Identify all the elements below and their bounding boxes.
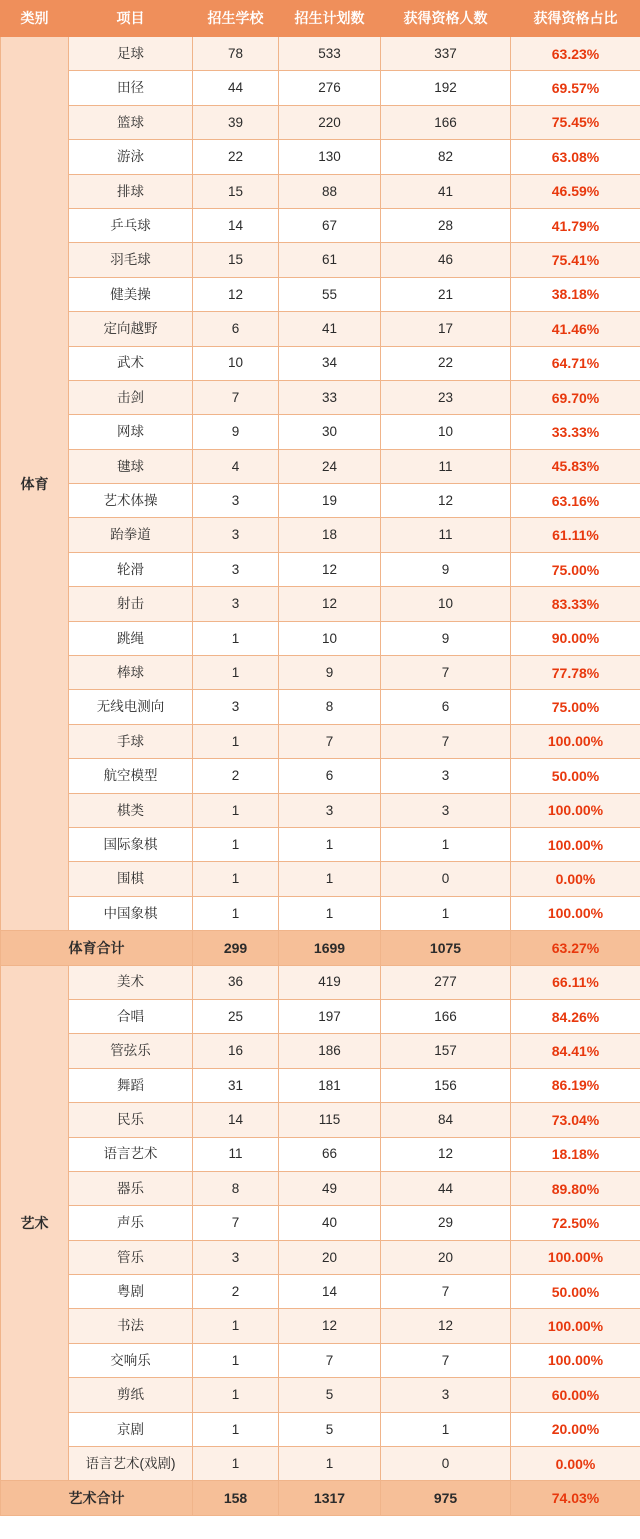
- qualified-cell: 11: [381, 518, 511, 552]
- schools-cell: 1: [193, 1447, 279, 1481]
- item-cell: 语言艺术(戏剧): [69, 1447, 193, 1481]
- item-cell: 跳绳: [69, 621, 193, 655]
- qualified-cell: 166: [381, 999, 511, 1033]
- item-cell: 交响乐: [69, 1343, 193, 1377]
- table-row: [1, 1206, 640, 1240]
- percentage-cell: 100.00%: [511, 1309, 640, 1343]
- item-cell: 民乐: [69, 1103, 193, 1137]
- plan-cell: 7: [279, 724, 381, 758]
- table-row: [1, 656, 640, 690]
- schools-cell: 1: [193, 1412, 279, 1446]
- schools-cell: 22: [193, 140, 279, 174]
- percentage-cell: 86.19%: [511, 1068, 640, 1102]
- item-cell: 排球: [69, 174, 193, 208]
- table-row: [1, 1240, 640, 1274]
- qualified-cell: 3: [381, 793, 511, 827]
- table-row: [1, 1412, 640, 1446]
- item-cell: 田径: [69, 71, 193, 105]
- plan-cell: 1: [279, 862, 381, 896]
- plan-cell: 197: [279, 999, 381, 1033]
- plan-cell: 40: [279, 1206, 381, 1240]
- plan-cell: 12: [279, 587, 381, 621]
- plan-cell: 186: [279, 1034, 381, 1068]
- table-row: [1, 1068, 640, 1102]
- qualified-cell: 12: [381, 1137, 511, 1171]
- category-cell: 体育: [1, 37, 69, 931]
- qualified-cell: 17: [381, 312, 511, 346]
- plan-cell: 3: [279, 793, 381, 827]
- table-row: [1, 312, 640, 346]
- plan-cell: 61: [279, 243, 381, 277]
- percentage-cell: 60.00%: [511, 1378, 640, 1412]
- item-cell: 合唱: [69, 999, 193, 1033]
- plan-cell: 115: [279, 1103, 381, 1137]
- category-cell: 艺术: [1, 965, 69, 1481]
- item-cell: 声乐: [69, 1206, 193, 1240]
- plan-cell: 6: [279, 759, 381, 793]
- qualified-cell: 82: [381, 140, 511, 174]
- table-row: [1, 518, 640, 552]
- plan-cell: 10: [279, 621, 381, 655]
- qualified-cell: 1: [381, 827, 511, 861]
- plan-cell: 12: [279, 1309, 381, 1343]
- table-row: [1, 449, 640, 483]
- total-plan-cell: 1699: [279, 931, 381, 965]
- plan-cell: 41: [279, 312, 381, 346]
- qualified-cell: 44: [381, 1171, 511, 1205]
- qualified-cell: 3: [381, 1378, 511, 1412]
- percentage-cell: 61.11%: [511, 518, 640, 552]
- item-cell: 棋类: [69, 793, 193, 827]
- percentage-cell: 75.00%: [511, 690, 640, 724]
- schools-cell: 1: [193, 656, 279, 690]
- item-cell: 美术: [69, 965, 193, 999]
- plan-cell: 1: [279, 827, 381, 861]
- schools-cell: 7: [193, 380, 279, 414]
- qualified-cell: 1: [381, 1412, 511, 1446]
- schools-cell: 1: [193, 621, 279, 655]
- plan-cell: 1: [279, 1447, 381, 1481]
- table-row: [1, 1378, 640, 1412]
- table-row: [1, 587, 640, 621]
- schools-cell: 12: [193, 277, 279, 311]
- percentage-cell: 90.00%: [511, 621, 640, 655]
- item-cell: 书法: [69, 1309, 193, 1343]
- schools-cell: 3: [193, 552, 279, 586]
- percentage-cell: 83.33%: [511, 587, 640, 621]
- schools-cell: 6: [193, 312, 279, 346]
- table-row: [1, 793, 640, 827]
- percentage-cell: 63.08%: [511, 140, 640, 174]
- item-cell: 围棋: [69, 862, 193, 896]
- percentage-cell: 100.00%: [511, 827, 640, 861]
- table-row: [1, 1034, 640, 1068]
- table-row: [1, 1309, 640, 1343]
- table-body: [1, 37, 640, 1516]
- plan-cell: 24: [279, 449, 381, 483]
- qualified-cell: 3: [381, 759, 511, 793]
- table-row: [1, 346, 640, 380]
- plan-cell: 9: [279, 656, 381, 690]
- table-row: [1, 965, 640, 999]
- item-cell: 棒球: [69, 656, 193, 690]
- table-header: [1, 1, 640, 37]
- qualified-cell: 11: [381, 449, 511, 483]
- percentage-cell: 63.23%: [511, 37, 640, 71]
- qualified-cell: 41: [381, 174, 511, 208]
- percentage-cell: 84.41%: [511, 1034, 640, 1068]
- plan-cell: 20: [279, 1240, 381, 1274]
- total-qualified-cell: 1075: [381, 931, 511, 965]
- table-row: [1, 896, 640, 930]
- table-row: [1, 759, 640, 793]
- percentage-cell: 100.00%: [511, 724, 640, 758]
- schools-cell: 78: [193, 37, 279, 71]
- qualified-cell: 84: [381, 1103, 511, 1137]
- schools-cell: 14: [193, 208, 279, 242]
- item-cell: 游泳: [69, 140, 193, 174]
- schools-cell: 1: [193, 1309, 279, 1343]
- column-header-schools: 招生学校: [193, 1, 279, 37]
- plan-cell: 5: [279, 1378, 381, 1412]
- qualified-cell: 1: [381, 896, 511, 930]
- table-row: [1, 1171, 640, 1205]
- column-header-plan: 招生计划数: [279, 1, 381, 37]
- qualified-cell: 0: [381, 862, 511, 896]
- table-row: [1, 208, 640, 242]
- item-cell: 健美操: [69, 277, 193, 311]
- table-row: [1, 380, 640, 414]
- plan-cell: 55: [279, 277, 381, 311]
- table-row: [1, 140, 640, 174]
- qualified-cell: 22: [381, 346, 511, 380]
- percentage-cell: 63.16%: [511, 484, 640, 518]
- qualified-cell: 6: [381, 690, 511, 724]
- plan-cell: 276: [279, 71, 381, 105]
- percentage-cell: 50.00%: [511, 759, 640, 793]
- percentage-cell: 46.59%: [511, 174, 640, 208]
- table-row: [1, 827, 640, 861]
- schools-cell: 15: [193, 243, 279, 277]
- percentage-cell: 72.50%: [511, 1206, 640, 1240]
- table-row: [1, 174, 640, 208]
- qualified-cell: 12: [381, 484, 511, 518]
- item-cell: 羽毛球: [69, 243, 193, 277]
- percentage-cell: 64.71%: [511, 346, 640, 380]
- column-header-percentage: 获得资格占比: [511, 1, 640, 37]
- percentage-cell: 69.70%: [511, 380, 640, 414]
- item-cell: 艺术体操: [69, 484, 193, 518]
- percentage-cell: 100.00%: [511, 896, 640, 930]
- item-cell: 航空模型: [69, 759, 193, 793]
- qualified-cell: 10: [381, 415, 511, 449]
- qualified-cell: 7: [381, 1343, 511, 1377]
- schools-cell: 4: [193, 449, 279, 483]
- percentage-cell: 41.79%: [511, 208, 640, 242]
- percentage-cell: 77.78%: [511, 656, 640, 690]
- plan-cell: 19: [279, 484, 381, 518]
- item-cell: 舞蹈: [69, 1068, 193, 1102]
- qualified-cell: 12: [381, 1309, 511, 1343]
- plan-cell: 14: [279, 1275, 381, 1309]
- plan-cell: 18: [279, 518, 381, 552]
- schools-cell: 39: [193, 105, 279, 139]
- plan-cell: 67: [279, 208, 381, 242]
- percentage-cell: 66.11%: [511, 965, 640, 999]
- schools-cell: 25: [193, 999, 279, 1033]
- plan-cell: 66: [279, 1137, 381, 1171]
- plan-cell: 34: [279, 346, 381, 380]
- qualified-cell: 166: [381, 105, 511, 139]
- schools-cell: 3: [193, 518, 279, 552]
- plan-cell: 130: [279, 140, 381, 174]
- total-schools-cell: 158: [193, 1481, 279, 1515]
- table-row: [1, 1275, 640, 1309]
- table-row: [1, 1343, 640, 1377]
- item-cell: 击剑: [69, 380, 193, 414]
- plan-cell: 7: [279, 1343, 381, 1377]
- table-row: [1, 862, 640, 896]
- qualified-cell: 9: [381, 552, 511, 586]
- item-cell: 足球: [69, 37, 193, 71]
- percentage-cell: 0.00%: [511, 862, 640, 896]
- plan-cell: 8: [279, 690, 381, 724]
- qualified-cell: 21: [381, 277, 511, 311]
- column-header-item: 项目: [69, 1, 193, 37]
- percentage-cell: 18.18%: [511, 1137, 640, 1171]
- item-cell: 射击: [69, 587, 193, 621]
- plan-cell: 533: [279, 37, 381, 71]
- qualified-cell: 23: [381, 380, 511, 414]
- schools-cell: 7: [193, 1206, 279, 1240]
- total-percentage-cell: 63.27%: [511, 931, 640, 965]
- item-cell: 轮滑: [69, 552, 193, 586]
- column-header-category: 类别: [1, 1, 69, 37]
- schools-cell: 1: [193, 724, 279, 758]
- table-total-row: [1, 931, 640, 965]
- percentage-cell: 69.57%: [511, 71, 640, 105]
- schools-cell: 3: [193, 690, 279, 724]
- schools-cell: 1: [193, 793, 279, 827]
- total-schools-cell: 299: [193, 931, 279, 965]
- table-row: [1, 690, 640, 724]
- schools-cell: 36: [193, 965, 279, 999]
- schools-cell: 16: [193, 1034, 279, 1068]
- item-cell: 手球: [69, 724, 193, 758]
- plan-cell: 33: [279, 380, 381, 414]
- percentage-cell: 100.00%: [511, 1240, 640, 1274]
- total-percentage-cell: 74.03%: [511, 1481, 640, 1515]
- schools-cell: 1: [193, 1343, 279, 1377]
- percentage-cell: 0.00%: [511, 1447, 640, 1481]
- plan-cell: 5: [279, 1412, 381, 1446]
- table-row: [1, 243, 640, 277]
- table-header-row: [1, 1, 640, 37]
- percentage-cell: 45.83%: [511, 449, 640, 483]
- schools-cell: 14: [193, 1103, 279, 1137]
- percentage-cell: 41.46%: [511, 312, 640, 346]
- table-total-row: [1, 1481, 640, 1515]
- plan-cell: 220: [279, 105, 381, 139]
- table-row: [1, 1137, 640, 1171]
- percentage-cell: 73.04%: [511, 1103, 640, 1137]
- item-cell: 京剧: [69, 1412, 193, 1446]
- plan-cell: 12: [279, 552, 381, 586]
- percentage-cell: 33.33%: [511, 415, 640, 449]
- percentage-cell: 100.00%: [511, 1343, 640, 1377]
- item-cell: 毽球: [69, 449, 193, 483]
- item-cell: 篮球: [69, 105, 193, 139]
- plan-cell: 1: [279, 896, 381, 930]
- table-row: [1, 484, 640, 518]
- plan-cell: 88: [279, 174, 381, 208]
- qualified-cell: 337: [381, 37, 511, 71]
- qualified-cell: 10: [381, 587, 511, 621]
- total-qualified-cell: 975: [381, 1481, 511, 1515]
- schools-cell: 3: [193, 587, 279, 621]
- plan-cell: 49: [279, 1171, 381, 1205]
- table-row: [1, 37, 640, 71]
- table-row: [1, 277, 640, 311]
- item-cell: 国际象棋: [69, 827, 193, 861]
- percentage-cell: 84.26%: [511, 999, 640, 1033]
- schools-cell: 3: [193, 484, 279, 518]
- schools-cell: 1: [193, 1378, 279, 1412]
- item-cell: 跆拳道: [69, 518, 193, 552]
- item-cell: 无线电测向: [69, 690, 193, 724]
- schools-cell: 2: [193, 1275, 279, 1309]
- table-row: [1, 724, 640, 758]
- schools-cell: 31: [193, 1068, 279, 1102]
- item-cell: 中国象棋: [69, 896, 193, 930]
- plan-cell: 30: [279, 415, 381, 449]
- qualified-cell: 277: [381, 965, 511, 999]
- qualified-cell: 29: [381, 1206, 511, 1240]
- percentage-cell: 75.41%: [511, 243, 640, 277]
- total-label-cell: 体育合计: [1, 931, 193, 965]
- qualified-cell: 7: [381, 724, 511, 758]
- schools-cell: 11: [193, 1137, 279, 1171]
- table-row: [1, 71, 640, 105]
- percentage-cell: 38.18%: [511, 277, 640, 311]
- qualified-cell: 9: [381, 621, 511, 655]
- table-row: [1, 105, 640, 139]
- percentage-cell: 75.45%: [511, 105, 640, 139]
- table-row: [1, 999, 640, 1033]
- item-cell: 器乐: [69, 1171, 193, 1205]
- percentage-cell: 20.00%: [511, 1412, 640, 1446]
- qualified-cell: 7: [381, 1275, 511, 1309]
- qualified-cell: 192: [381, 71, 511, 105]
- schools-cell: 2: [193, 759, 279, 793]
- schools-cell: 15: [193, 174, 279, 208]
- schools-cell: 3: [193, 1240, 279, 1274]
- total-plan-cell: 1317: [279, 1481, 381, 1515]
- item-cell: 网球: [69, 415, 193, 449]
- schools-cell: 44: [193, 71, 279, 105]
- qualified-cell: 28: [381, 208, 511, 242]
- qualified-cell: 7: [381, 656, 511, 690]
- item-cell: 语言艺术: [69, 1137, 193, 1171]
- schools-cell: 8: [193, 1171, 279, 1205]
- table-row: [1, 621, 640, 655]
- schools-cell: 10: [193, 346, 279, 380]
- column-header-qualified: 获得资格人数: [381, 1, 511, 37]
- percentage-cell: 89.80%: [511, 1171, 640, 1205]
- table-row: [1, 1447, 640, 1481]
- table-row: [1, 1103, 640, 1137]
- item-cell: 乒乓球: [69, 208, 193, 242]
- schools-cell: 1: [193, 896, 279, 930]
- percentage-cell: 75.00%: [511, 552, 640, 586]
- qualified-cell: 20: [381, 1240, 511, 1274]
- schools-cell: 1: [193, 862, 279, 896]
- item-cell: 粤剧: [69, 1275, 193, 1309]
- percentage-cell: 50.00%: [511, 1275, 640, 1309]
- item-cell: 管弦乐: [69, 1034, 193, 1068]
- table-row: [1, 552, 640, 586]
- item-cell: 管乐: [69, 1240, 193, 1274]
- qualified-cell: 0: [381, 1447, 511, 1481]
- qualified-cell: 156: [381, 1068, 511, 1102]
- qualified-cell: 157: [381, 1034, 511, 1068]
- total-label-cell: 艺术合计: [1, 1481, 193, 1515]
- table-row: [1, 415, 640, 449]
- schools-cell: 9: [193, 415, 279, 449]
- item-cell: 武术: [69, 346, 193, 380]
- item-cell: 定向越野: [69, 312, 193, 346]
- percentage-cell: 100.00%: [511, 793, 640, 827]
- plan-cell: 181: [279, 1068, 381, 1102]
- item-cell: 剪纸: [69, 1378, 193, 1412]
- plan-cell: 419: [279, 965, 381, 999]
- schools-cell: 1: [193, 827, 279, 861]
- qualified-cell: 46: [381, 243, 511, 277]
